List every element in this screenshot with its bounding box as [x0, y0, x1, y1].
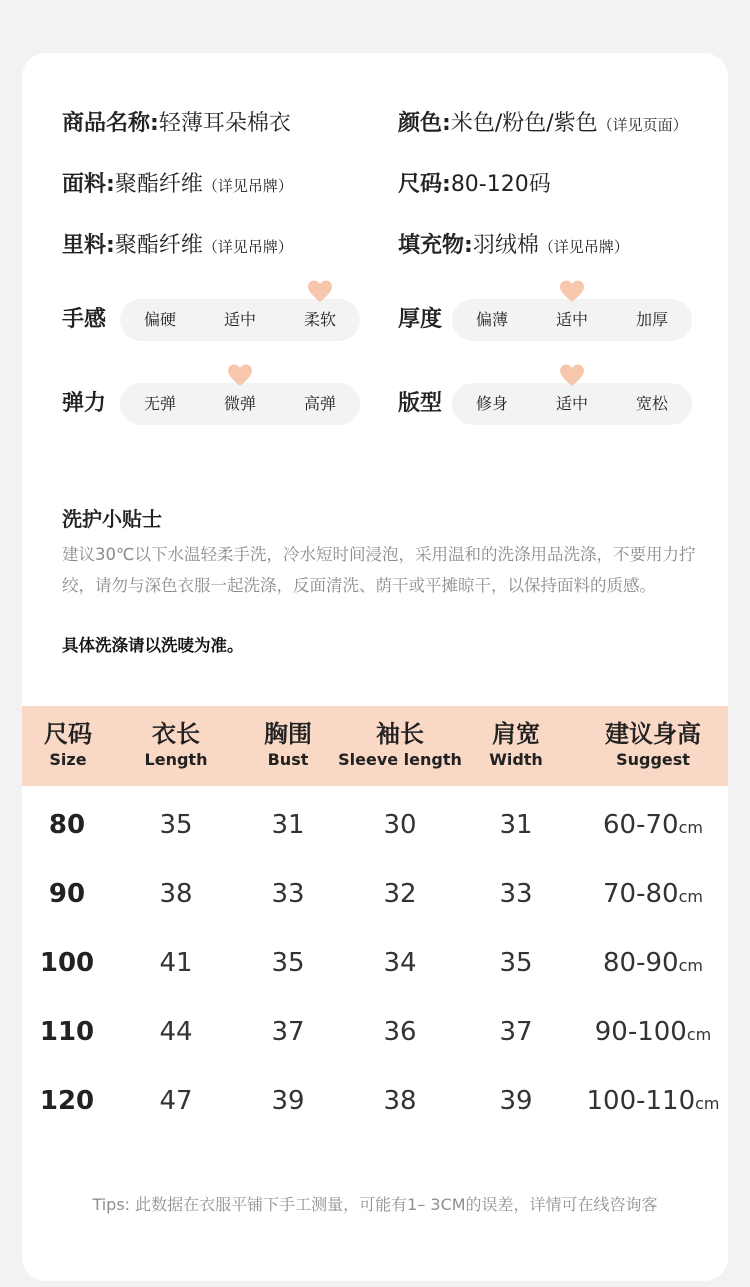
filling-row — [398, 231, 629, 262]
attr-option: 加厚 — [635, 310, 668, 329]
lining-label: 里料: — [62, 233, 115, 258]
cell-sleeve: 32 — [383, 879, 417, 909]
color-value: 米色/粉色/紫色 — [450, 111, 598, 136]
cell-suggest — [578, 929, 728, 998]
cell-sleeve: 30 — [383, 810, 417, 840]
height-range: 60-70 — [603, 810, 679, 840]
fabric-row — [62, 170, 293, 201]
filling-value: 羽绒棉 — [472, 233, 539, 258]
lining-value: 聚酯纤维 — [114, 233, 203, 258]
fabric-note: （详见吊牌） — [202, 177, 293, 195]
attr-label-hand-feel: 手感 — [62, 307, 107, 332]
unit-label: cm — [695, 1094, 720, 1113]
unit-label: cm — [678, 818, 703, 837]
col-header-en: Width — [489, 750, 543, 769]
height-range: 80-90 — [603, 948, 679, 978]
attr-option: 宽松 — [635, 394, 668, 413]
table-row — [22, 791, 728, 860]
attr-option: 柔软 — [303, 310, 336, 329]
filling-note: （详见吊牌） — [538, 238, 629, 256]
cell-length: 44 — [159, 1017, 193, 1047]
heart-icon — [559, 279, 585, 303]
cell-length: 47 — [159, 1086, 193, 1116]
cell-length: 38 — [159, 879, 193, 909]
size-row — [398, 170, 551, 200]
cell-length: 41 — [159, 948, 193, 978]
col-header-en: Length — [144, 750, 208, 769]
size-table-header — [22, 706, 728, 786]
filling-label: 填充物: — [398, 233, 473, 258]
heart-icon — [307, 279, 333, 303]
cell-sleeve: 38 — [383, 1086, 417, 1116]
col-header-en: Sleeve length — [338, 750, 462, 769]
care-title: 洗护小贴士 — [62, 507, 162, 531]
attr-option: 适中 — [555, 310, 588, 329]
attr-option: 适中 — [555, 394, 588, 413]
col-header-en: Size — [49, 750, 87, 769]
attr-scale-hand-feel — [120, 299, 360, 341]
col-header-cn: 建议身高 — [605, 720, 701, 748]
size-value: 80-120码 — [450, 172, 551, 197]
table-row — [22, 929, 728, 998]
size-label: 尺码: — [398, 172, 451, 197]
attr-option: 高弹 — [303, 394, 336, 413]
table-row — [22, 860, 728, 929]
cell-bust: 33 — [271, 879, 305, 909]
lining-row — [62, 231, 293, 262]
cell-length: 35 — [159, 810, 193, 840]
col-header-en: Bust — [267, 750, 309, 769]
attr-label-fit: 版型 — [398, 391, 443, 416]
attr-label-elasticity: 弹力 — [62, 391, 107, 416]
attr-label-thickness: 厚度 — [398, 307, 443, 332]
attr-scale-thickness — [452, 299, 692, 341]
col-header-length — [126, 706, 226, 786]
unit-label: cm — [678, 956, 703, 975]
unit-label: cm — [678, 887, 703, 906]
cell-size: 120 — [39, 1086, 95, 1116]
col-header-cn: 尺码 — [44, 720, 92, 748]
height-range: 90-100 — [594, 1017, 687, 1047]
attr-scale-elasticity — [120, 383, 360, 425]
cell-width: 37 — [499, 1017, 533, 1047]
cell-size: 100 — [39, 948, 95, 978]
cell-bust: 35 — [271, 948, 305, 978]
unit-label: cm — [686, 1025, 712, 1044]
cell-width: 39 — [499, 1086, 533, 1116]
cell-width: 31 — [499, 810, 533, 840]
attr-option: 无弹 — [143, 394, 176, 413]
attr-option: 偏硬 — [143, 310, 176, 329]
attr-scale-fit — [452, 383, 692, 425]
cell-bust: 37 — [271, 1017, 305, 1047]
cell-size: 80 — [48, 810, 86, 840]
height-range: 100-110 — [586, 1086, 696, 1116]
col-header-en: Suggest — [616, 750, 690, 769]
care-note: 具体洗涤请以洗唛为准。 — [62, 636, 244, 655]
col-header-cn: 衣长 — [152, 720, 200, 748]
tips-note: Tips: 此数据在衣服平铺下手工测量，可能有1– 3CM的误差，详情可在线咨询客 — [92, 1195, 658, 1214]
table-row — [22, 1067, 728, 1136]
cell-suggest — [578, 1067, 728, 1136]
product-name-row — [62, 109, 291, 139]
cell-width: 35 — [499, 948, 533, 978]
product-detail-card — [22, 53, 728, 1281]
lining-note: （详见吊牌） — [202, 238, 293, 256]
col-header-cn: 胸围 — [264, 720, 312, 748]
product-name-value: 轻薄耳朵棉衣 — [158, 111, 291, 136]
col-header-width — [466, 706, 566, 786]
cell-size: 90 — [48, 879, 86, 909]
heart-icon — [559, 363, 585, 387]
attr-option: 适中 — [223, 310, 256, 329]
col-header-sleeve — [338, 706, 462, 786]
color-note: （详见页面） — [597, 116, 688, 134]
cell-sleeve: 34 — [383, 948, 417, 978]
cell-bust: 39 — [271, 1086, 305, 1116]
cell-bust: 31 — [271, 810, 305, 840]
fabric-label: 面料: — [62, 172, 115, 197]
color-label: 颜色: — [398, 111, 451, 136]
cell-size: 110 — [39, 1017, 95, 1047]
heart-icon — [227, 363, 253, 387]
product-name-label: 商品名称: — [62, 111, 159, 136]
cell-suggest — [578, 791, 728, 860]
col-header-cn: 袖长 — [376, 720, 424, 748]
fabric-value: 聚酯纤维 — [114, 172, 203, 197]
care-text: 建议30℃以下水温轻柔手洗，冷水短时间浸泡，采用温和的洗涤用品洗涤，不要用力拧绞，请勿与深色衣服一起洗涤，反面清洗、荫干或平摊晾干，以保持面料的质感。 — [62, 545, 696, 595]
cell-width: 33 — [499, 879, 533, 909]
attr-option: 修身 — [475, 394, 508, 413]
cell-suggest — [578, 998, 728, 1067]
table-row — [22, 998, 728, 1067]
col-header-cn: 肩宽 — [492, 720, 540, 748]
cell-sleeve: 36 — [383, 1017, 417, 1047]
height-range: 70-80 — [603, 879, 679, 909]
col-header-suggest — [578, 706, 728, 786]
attr-option: 偏薄 — [475, 310, 508, 329]
cell-suggest — [578, 860, 728, 929]
color-row — [398, 109, 688, 140]
attr-option: 微弹 — [223, 394, 256, 413]
col-header-size — [22, 706, 114, 786]
col-header-bust — [238, 706, 338, 786]
